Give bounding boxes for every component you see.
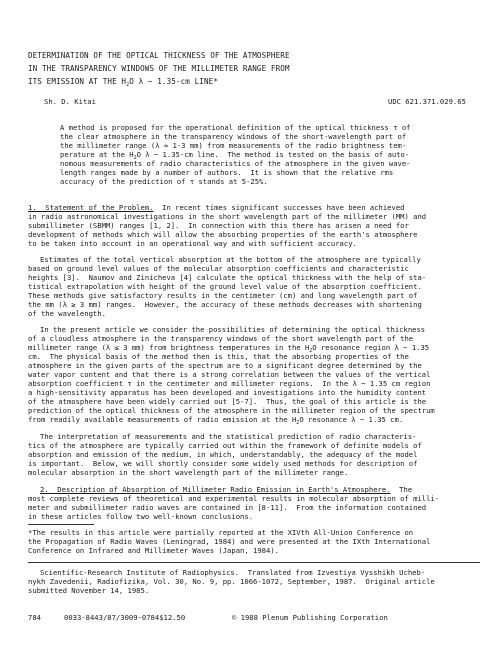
- abstract-line: A method is proposed for the operational definition of the optical thickness τ of: [60, 123, 411, 132]
- institute-line: Scientific-Research Institute of Radiophysics. Translated from Izvestiya Vysshikh Ucheb-: [40, 568, 426, 577]
- paragraph-line: based on ground level values of the molecular absorption coefficients and characteristic: [28, 264, 409, 273]
- section-2-heading: 2. Description of Absorption of Millimeter Radio Emission in Earth's Atmosphere.: [40, 485, 391, 494]
- paragraph-line: a high-sensitivity apparatus has been developed and investigations into the humidity content: [28, 388, 427, 397]
- paragraph-line: in these articles follow two well-known conclusions.: [28, 512, 254, 521]
- paragraph-line: of the wavelength.: [28, 309, 106, 318]
- paragraph-line: Estimates of the total vertical absorption at the bottom of the atmosphere are typically: [40, 255, 421, 264]
- paragraph-line: heights [3]. Naumov and Zinicheva [4] calculate the optical thickness with the help of sta-: [28, 273, 427, 282]
- title-line-2: IN THE TRANSPARENCY WINDOWS OF THE MILLIMETER RANGE FROM: [28, 64, 290, 73]
- title-line-1: DETERMINATION OF THE OPTICAL THICKNESS OF THE ATMOSPHERE: [28, 51, 290, 60]
- author: Sh. D. Kitai: [44, 97, 96, 106]
- abstract-line: perature at the $H_2O$ λ ~ 1.35-cm line. The method is tested on the basis of auto-: [60, 150, 410, 161]
- paragraph-line: absorption coefficient τ in the centimeter and millimeter regions. In the λ ~ 1.35 cm region: [28, 379, 431, 388]
- paragraph-line: absorption and emission of the medium, in which, understandably, the adequacy of the model: [28, 450, 418, 459]
- paragraph-line: tistical extrapolation with height of the ground level value of the absorption coefficient.: [28, 282, 422, 291]
- title-line-3: ITS EMISSION AT THE H2O λ ~ 1.35-cm LINE*: [28, 77, 218, 88]
- paragraph-line: in radio astronomical investigations in the short wavelength part of the millimeter (MM) and: [28, 212, 427, 221]
- article-code: 0033-8443/87/3009-0784$12.50: [64, 613, 186, 622]
- paragraph-line: tics of the atmosphere are typically carried out within the framework of definite models of: [28, 441, 422, 450]
- page-number: 784: [28, 613, 41, 622]
- paragraph-line: submillimeter (SBMM) ranges [1, 2]. In connection with this there has arisen a need for: [28, 221, 409, 230]
- footnote-rule: [28, 524, 94, 525]
- paragraph-line: the mm (λ ≥ 3 mm) ranges. However, the accuracy of these methods decreases with shortening: [28, 300, 422, 309]
- paragraph-line: In the present article we consider the possibilities of determining the optical thickness: [40, 325, 426, 334]
- institute-line: nykh Zavedenii, Radiofizika, Vol. 30, No. 9, pp. 1066-1072, September, 1987. Original article: [28, 577, 435, 586]
- paragraph-line: cm. The physical basis of the method then is this, that the absorbing properties of the: [28, 352, 409, 361]
- paragraph-line: These methods give satisfactory results in the centimeter (cm) and long wavelength part of: [28, 291, 418, 300]
- abstract-line: the millimeter range (λ ≈ 1-3 mm) from measurements of the radio brightness tem-: [60, 141, 407, 150]
- abstract-line: accuracy of the prediction of τ stands at 5-25%.: [60, 177, 268, 186]
- paragraph-line: is important. Below, we will shortly consider some widely used methods for description of: [28, 459, 418, 468]
- abstract-line: the clear atmosphere in the transparency windows of the short-wavelength part of: [60, 132, 407, 141]
- paragraph-line: of the atmosphere have been widely carried out [5-7]. Thus, the goal of this article is the: [28, 397, 427, 406]
- udc-code: UDC 621.371.029.65: [388, 97, 466, 106]
- abstract-line: nomous measurements of radio characteristics of the atmosphere in the given wave-: [60, 159, 411, 168]
- footnote-line: Conference on Infrared and Millimeter Waves (Japan, 1984).: [28, 546, 279, 555]
- paragraph-line: to be taken into account in an operational way and with sufficient accuracy.: [28, 239, 357, 248]
- paragraph-line: of a cloudless atmosphere in the transparency windows of the short wavelength part of the: [28, 334, 414, 343]
- paragraph-line: most complete reviews of theoretical and experimental results in molecular absorption of milli-: [28, 494, 440, 503]
- paragraph-line: 1. Statement of the Problem. In recent times significant successes have been achieved: [28, 203, 405, 212]
- paragraph-line: millimeter range (λ ≤ 3 mm) from brightness temperatures in the $H_2O$ resonance region λ ~ 1.35: [28, 343, 430, 354]
- paragraph-line: water vapor content and that there is a strong correlation between the values of the vertical: [28, 370, 431, 379]
- paragraph-line: The interpretation of measurements and the statistical prediction of radio characteris-: [40, 432, 417, 441]
- paragraph-line: development of methods which will allow the absorbing properties of the earth's atmosphere: [28, 230, 418, 239]
- publisher-line: © 1988 Plenum Publishing Corporation: [232, 613, 388, 622]
- institute-line: submitted November 14, 1985.: [28, 586, 150, 595]
- footnote-line: *The results in this article were partially reported at the XIVth All-Union Conference on: [28, 528, 414, 537]
- section-1-heading: 1. Statement of the Problem.: [28, 203, 154, 212]
- paragraph-line: 2. Description of Absorption of Millimeter Radio Emission in Earth's Atmosphere. The: [40, 485, 413, 494]
- paragraph-line: meter and submillimeter radio waves are contained in [8-11]. From the information contained: [28, 503, 427, 512]
- paragraph-line: atmosphere in the given parts of the spectrum are to a significant degree determined by the: [28, 361, 422, 370]
- paragraph-line: prediction of the optical thickness of the atmosphere in the millimeter region of the spectrum: [28, 406, 435, 415]
- footnote-line: the Propagation of Radio Waves (Leningrad, 1984) and were presented at the IXth International: [28, 537, 431, 546]
- abstract-line: length ranges made by a number of authors. It is shown that the relative rms: [60, 168, 394, 177]
- institute-rule: [28, 562, 480, 563]
- paragraph-line: molecular absorption in the short wavelength part of the millimeter range.: [28, 468, 349, 477]
- paragraph-line: from readily available measurements of radio emission at the $H_2O$ resonance λ ~ 1.35 cm.: [28, 415, 404, 426]
